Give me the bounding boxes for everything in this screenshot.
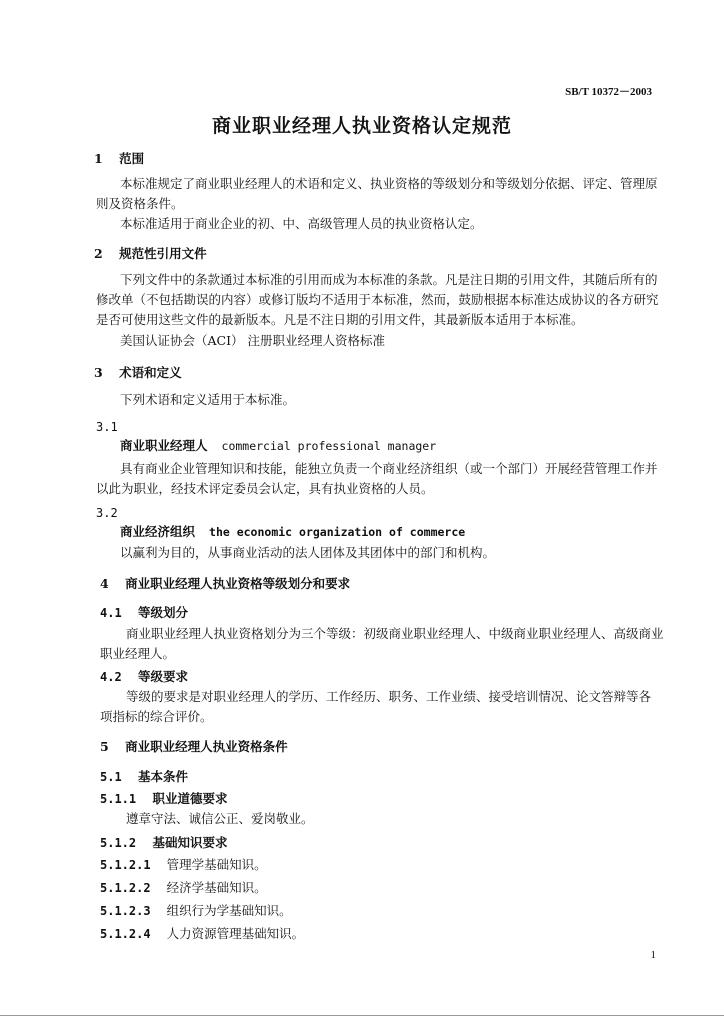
- section-title: 商业职业经理人执业资格等级划分和要求: [125, 576, 351, 591]
- section-1-heading: [94, 149, 144, 167]
- section-title: 基本条件: [138, 769, 189, 784]
- document-title: 商业职业经理人执业资格认定规范: [211, 115, 512, 137]
- section-title: 基础知识要求: [152, 835, 228, 850]
- subsection-5-1-1-heading: [100, 789, 228, 807]
- page-bottom-divider: [0, 1015, 724, 1016]
- section-4-heading: [100, 574, 350, 592]
- term-chinese: 商业经济组织: [120, 524, 196, 539]
- subsection-5-1-heading: [100, 767, 188, 785]
- section-title: 等级划分: [138, 605, 189, 620]
- section-number: 4.1: [100, 606, 122, 620]
- item-number: 5.1.2.3: [100, 904, 151, 918]
- definition-line: 具有商业企业管理知识和技能，能独立负责一个商业经济组织（或一个部门）开展经营管理工作并: [120, 461, 658, 476]
- section-number: 1: [94, 151, 103, 166]
- page-number: 1: [650, 949, 656, 961]
- section-number: 5: [100, 739, 109, 754]
- paragraph-line: 遵章守法、诚信公正、爱岗敬业。: [126, 811, 314, 826]
- list-item: [100, 924, 304, 942]
- term-english: commercial professional manager: [221, 439, 437, 453]
- item-text: 组织行为学基础知识。: [166, 903, 292, 918]
- term-entry: [120, 436, 436, 454]
- section-title: 职业道德要求: [152, 791, 228, 806]
- standard-number: SB/T 10372－2003: [565, 86, 652, 98]
- item-number: 5.1.2.2: [100, 881, 151, 895]
- section-number: 5.1: [100, 770, 122, 784]
- reference-document: 美国认证协会（ACI） 注册职业经理人资格标准: [120, 333, 386, 348]
- section-number: 3: [94, 365, 103, 380]
- item-text: 人力资源管理基础知识。: [166, 926, 305, 941]
- paragraph-line: 下列术语和定义适用于本标准。: [120, 392, 296, 407]
- paragraph-line: 本标准规定了商业职业经理人的术语和定义、执业资格的等级划分和等级划分依据、评定、管理原: [120, 176, 658, 191]
- section-number: 4.2: [100, 670, 122, 684]
- clause-number: 3.2: [96, 506, 118, 520]
- term-english: the economic organization of commerce: [209, 525, 466, 539]
- section-title: 范围: [119, 151, 145, 166]
- list-item: [100, 878, 267, 896]
- list-item: [100, 855, 267, 873]
- subsection-5-1-2-heading: [100, 833, 228, 851]
- section-number: 5.1.2: [100, 836, 137, 850]
- section-number: 5.1.1: [100, 792, 137, 806]
- section-title: 术语和定义: [119, 365, 182, 380]
- item-number: 5.1.2.1: [100, 858, 151, 872]
- item-text: 管理学基础知识。: [166, 857, 267, 872]
- paragraph-line: 职业经理人。: [100, 646, 176, 661]
- subsection-4-1-heading: [100, 603, 188, 621]
- item-number: 5.1.2.4: [100, 927, 151, 941]
- term-chinese: 商业职业经理人: [120, 438, 208, 453]
- paragraph-line: 修改单（不包括勘误的内容）或修订版均不适用于本标准，然而，鼓励根据本标准达成协议的各方研究: [96, 292, 659, 307]
- definition-line: 以赢利为目的，从事商业活动的法人团体及其团体中的部门和机构。: [120, 545, 496, 560]
- paragraph-line: 则及资格条件。: [96, 196, 184, 211]
- paragraph-line: 等级的要求是对职业经理人的学历、工作经历、职务、工作业绩、接受培训情况、论文答辩等各: [126, 689, 652, 704]
- paragraph-line: 本标准适用于商业企业的初、中、高级管理人员的执业资格认定。: [120, 216, 483, 231]
- paragraph-line: 商业职业经理人执业资格划分为三个等级：初级商业职业经理人、中级商业职业经理人、高级商业: [126, 626, 664, 641]
- section-number: 2: [94, 246, 103, 261]
- section-title: 等级要求: [138, 669, 189, 684]
- paragraph-line: 下列文件中的条款通过本标准的引用而成为本标准的条款。凡是注日期的引用文件，其随后所有的: [120, 272, 658, 287]
- clause-number: 3.1: [96, 420, 118, 434]
- subsection-4-2-heading: [100, 667, 188, 685]
- section-title: 规范性引用文件: [119, 246, 207, 261]
- list-item: [100, 901, 292, 919]
- section-3-heading: [94, 363, 182, 381]
- item-text: 经济学基础知识。: [166, 880, 267, 895]
- section-number: 4: [100, 576, 109, 591]
- paragraph-line: 项指标的综合评价。: [100, 709, 213, 724]
- paragraph-line: 是否可使用这些文件的最新版本。凡是不注日期的引用文件，其最新版本适用于本标准。: [96, 312, 584, 327]
- section-title: 商业职业经理人执业资格条件: [125, 739, 288, 754]
- section-5-heading: [100, 737, 288, 755]
- definition-line: 以此为职业，经技术评定委员会认定，具有执业资格的人员。: [96, 481, 434, 496]
- section-2-heading: [94, 244, 207, 262]
- term-entry: [120, 522, 465, 540]
